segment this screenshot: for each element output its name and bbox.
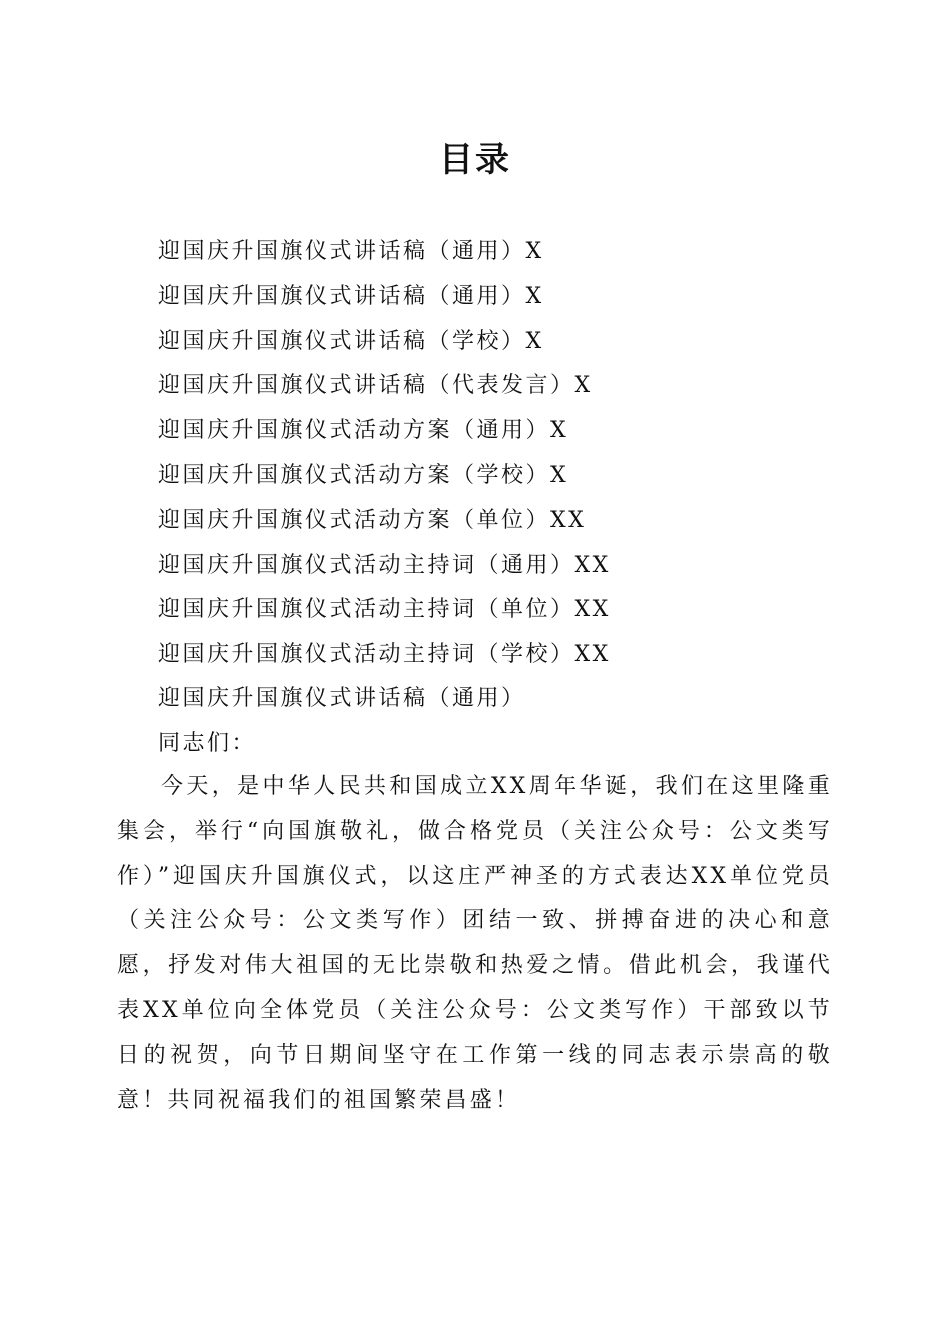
section-heading: 迎国庆升国旗仪式讲话稿（通用）: [158, 686, 526, 711]
toc-item: 迎国庆升国旗仪式活动主持词（单位）XX: [158, 597, 611, 623]
toc-item: 迎国庆升国旗仪式活动主持词（学校）XX: [158, 642, 611, 668]
toc-item: 迎国庆升国旗仪式活动方案（学校）X: [158, 462, 569, 488]
toc-item: 迎国庆升国旗仪式活动方案（单位）XX: [158, 507, 587, 533]
toc-item: 迎国庆升国旗仪式讲话稿（学校）X: [158, 328, 544, 354]
toc-item: 迎国庆升国旗仪式活动方案（通用）X: [158, 418, 569, 444]
body-paragraph: 今天，是中华人民共和国成立XX周年华诞，我们在这里隆重集会，举行“向国旗敬礼，做合格党员（关注公众号：公文类写作）”迎国庆升国旗仪式，以这庄严神圣的方式表达XX单位党员（关注公众号：公文类写作）团结一致、拼搏奋进的决心和意愿，抒发对伟大祖国的无比崇敬和热爱之情。借此机会，我谨代表XX单位向全体党员（关注公众号：公文类写作）干部致以节日的祝贺，向节日期间坚守在工作第一线的同志表示崇高的敬意！共同祝福我们的祖国繁荣昌盛！: [117, 774, 833, 1113]
toc-item: 迎国庆升国旗仪式讲话稿（通用）X: [158, 283, 544, 309]
salutation: 同志们：: [158, 731, 257, 756]
page-title: 目录: [439, 140, 511, 180]
toc-item: 迎国庆升国旗仪式讲话稿（通用）X: [158, 239, 544, 264]
table-of-contents: [158, 230, 611, 678]
toc-item: 迎国庆升国旗仪式讲话稿（代表发言）X: [158, 373, 593, 399]
toc-item: 迎国庆升国旗仪式活动主持词（通用）XX: [158, 552, 611, 578]
